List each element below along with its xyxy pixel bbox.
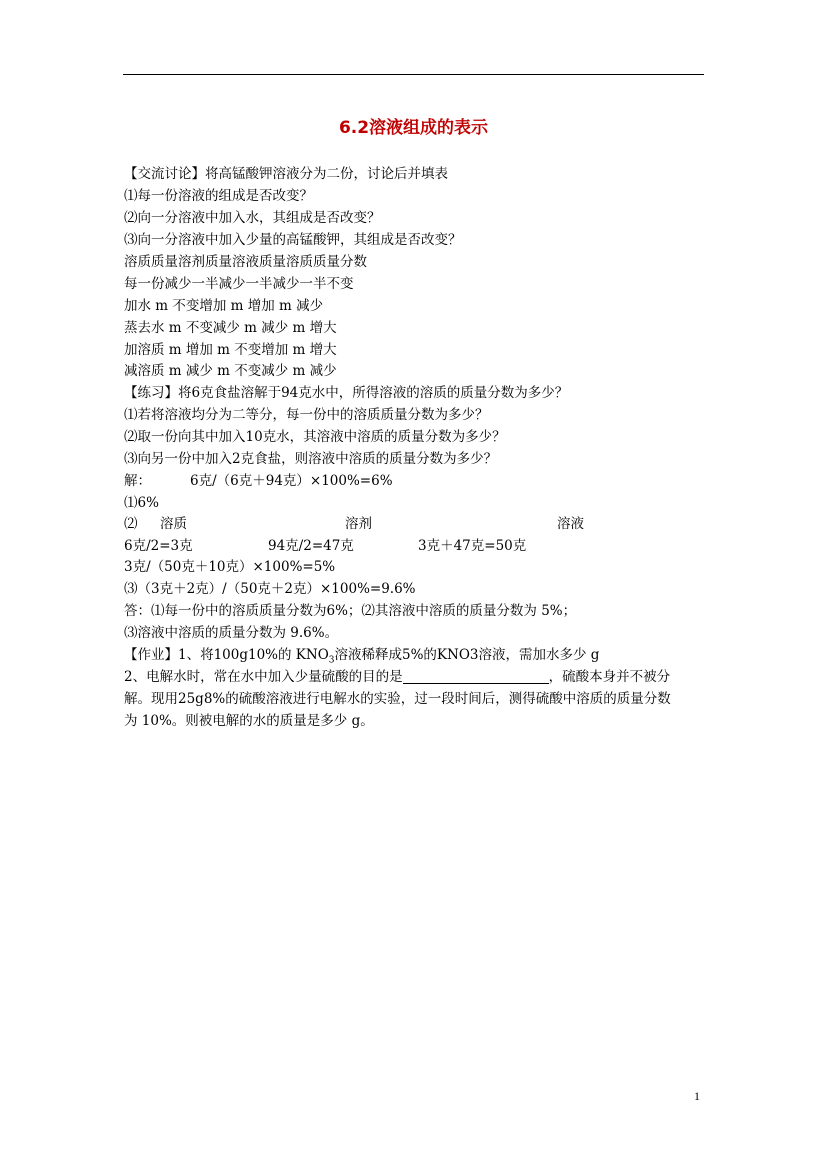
table-row: 加溶质 m 增加 m 不变增加 m 增大 xyxy=(124,342,337,358)
table-row: 加水 m 不变增加 m 增加 m 减少 xyxy=(124,298,324,314)
solution-formula: 6克/（6克＋94克）×100%=6% xyxy=(190,473,393,489)
homework-2-part-a: 2、电解水时，常在水中加入少量硫酸的目的是 xyxy=(124,669,403,685)
discussion-q3: ⑶向一分溶液中加入少量的高锰酸钾，其组成是否改变？ xyxy=(124,232,462,248)
value-solvent: 94克/2=47克 xyxy=(268,538,354,554)
discussion-q2: ⑵向一分溶液中加入水，其组成是否改变？ xyxy=(124,210,381,226)
homework-1-part-b: 溶液稀释成5%的KNO3溶液，需加水多少 g xyxy=(334,647,600,663)
table-row: 减溶质 m 减少 m 不变减少 m 减少 xyxy=(124,363,337,379)
solution-label: 解： xyxy=(124,473,151,489)
homework-item-2 xyxy=(124,667,670,687)
answer-part-2-label: ⑵ xyxy=(124,516,138,532)
header-rule xyxy=(123,74,704,75)
homework-2-line-3: 为 10%。则被电解的水的质量是多少 g。 xyxy=(124,713,374,729)
discussion-header: 【交流讨论】将高锰酸钾溶液分为二份，讨论后并填表 xyxy=(124,166,448,182)
answer-blank xyxy=(403,669,549,684)
practice-q3: ⑶向另一份中加入2克食盐，则溶液中溶质的质量分数为多少？ xyxy=(124,451,498,467)
practice-q2: ⑵取一份向其中加入10克水，其溶液中溶质的质量分数为多少？ xyxy=(124,429,506,445)
page-title: 6.2溶液组成的表示 xyxy=(338,118,489,138)
final-answer-line-2: ⑶溶液中溶质的质量分数为 9.6%。 xyxy=(124,625,339,641)
homework-2-line-2: 解。现用25g8%的硫酸溶液进行电解水的实验，过一段时间后，测得硫酸中溶质的质量分数 xyxy=(124,691,671,707)
value-solute: 6克/2=3克 xyxy=(124,538,193,554)
answer-part-1: ⑴6% xyxy=(124,495,159,511)
final-answer-line-1: 答：⑴每一份中的溶质质量分数为6%；⑵其溶液中溶质的质量分数为 5%； xyxy=(124,603,577,619)
homework-1-part-a: 【作业】1、将100g10%的 KNO xyxy=(124,647,329,663)
table-row: 蒸去水 m 不变减少 m 减少 m 增大 xyxy=(124,320,337,336)
page-number: 1 xyxy=(694,1089,700,1103)
homework-1-subscript: 3 xyxy=(328,655,335,666)
answer-part-2-calc: 3克/（50克＋10克）×100%=5% xyxy=(124,559,336,575)
column-solution: 溶液 xyxy=(557,516,584,532)
column-solvent: 溶剂 xyxy=(345,516,372,532)
practice-header: 【练习】将6克食盐溶解于94克水中，所得溶液的溶质的质量分数为多少？ xyxy=(124,385,569,401)
discussion-q1: ⑴每一份溶液的组成是否改变？ xyxy=(124,188,313,204)
value-solution: 3克＋47克=50克 xyxy=(418,538,527,554)
practice-q1: ⑴若将溶液均分为二等分，每一份中的溶质质量分数为多少？ xyxy=(124,407,489,423)
table-row: 每一份减少一半减少一半减少一半不变 xyxy=(124,276,354,292)
table-header: 溶质质量溶剂质量溶液质量溶质质量分数 xyxy=(124,254,367,270)
answer-part-3-calc: ⑶（3克＋2克）/（50克＋2克）×100%=9.6% xyxy=(124,581,416,597)
column-solute: 溶质 xyxy=(160,516,187,532)
homework-2-part-b: ，硫酸本身并不被分 xyxy=(548,669,671,685)
